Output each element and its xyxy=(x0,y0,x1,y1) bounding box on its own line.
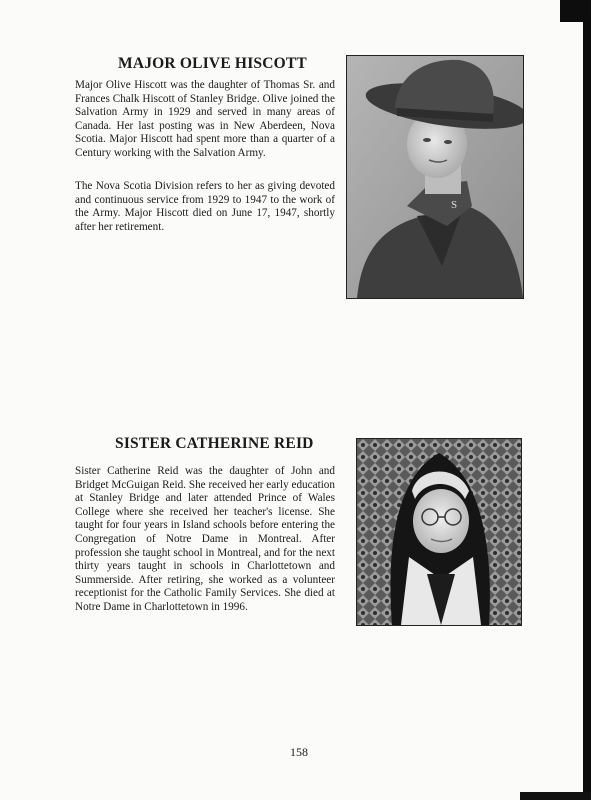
portrait-photo-olive-hiscott xyxy=(346,55,524,299)
svg-text:S: S xyxy=(451,199,458,211)
portrait-photo-catherine-reid xyxy=(356,438,522,626)
section-title-hiscott: MAJOR OLIVE HISCOTT xyxy=(118,55,307,72)
paragraph-hiscott-2: The Nova Scotia Division refers to her as giving devoted and continuous service from 1929 to 1947 to the work of the Army. Major Hiscott died on June 17, 1947, shortly after her retirement. xyxy=(75,180,335,233)
scan-edge-shadow xyxy=(583,0,591,800)
page-number: 158 xyxy=(290,745,308,759)
paragraph-hiscott-1: Major Olive Hiscott was the daughter of Thomas Sr. and Frances Chalk Hiscott of Stanley Bridge. Olive joined the Salvation Army in 1929 and served in many areas of Canada. Her last posting was in New Aberdeen, Nova Scotia. Major Hiscott had spent more than a quarter of a Century working with the Salvation Army. xyxy=(75,79,335,159)
paragraph-reid-1: Sister Catherine Reid was the daughter of John and Bridget McGuigan Reid. She received her early education at Stanley Bridge and later attended Prince of Wales College where she received her teacher's license. She taught for four years in Island schools before entering the Congregation of Notre Dame in Montreal. After profession she taught school in Montreal, and for the next thirty years taught in schools in Charlottetown and Summerside. After retiring, she worked as a volunteer receptionist for the Catholic Family Services. She died at Notre Dame in Charlottetown in 1996. xyxy=(75,465,335,613)
scan-bottom-shadow xyxy=(520,792,591,800)
portrait-hiscott-image xyxy=(347,56,523,298)
portrait-reid-image xyxy=(357,439,521,625)
scan-corner-shadow xyxy=(560,0,591,22)
section-title-reid: SISTER CATHERINE REID xyxy=(115,435,314,452)
